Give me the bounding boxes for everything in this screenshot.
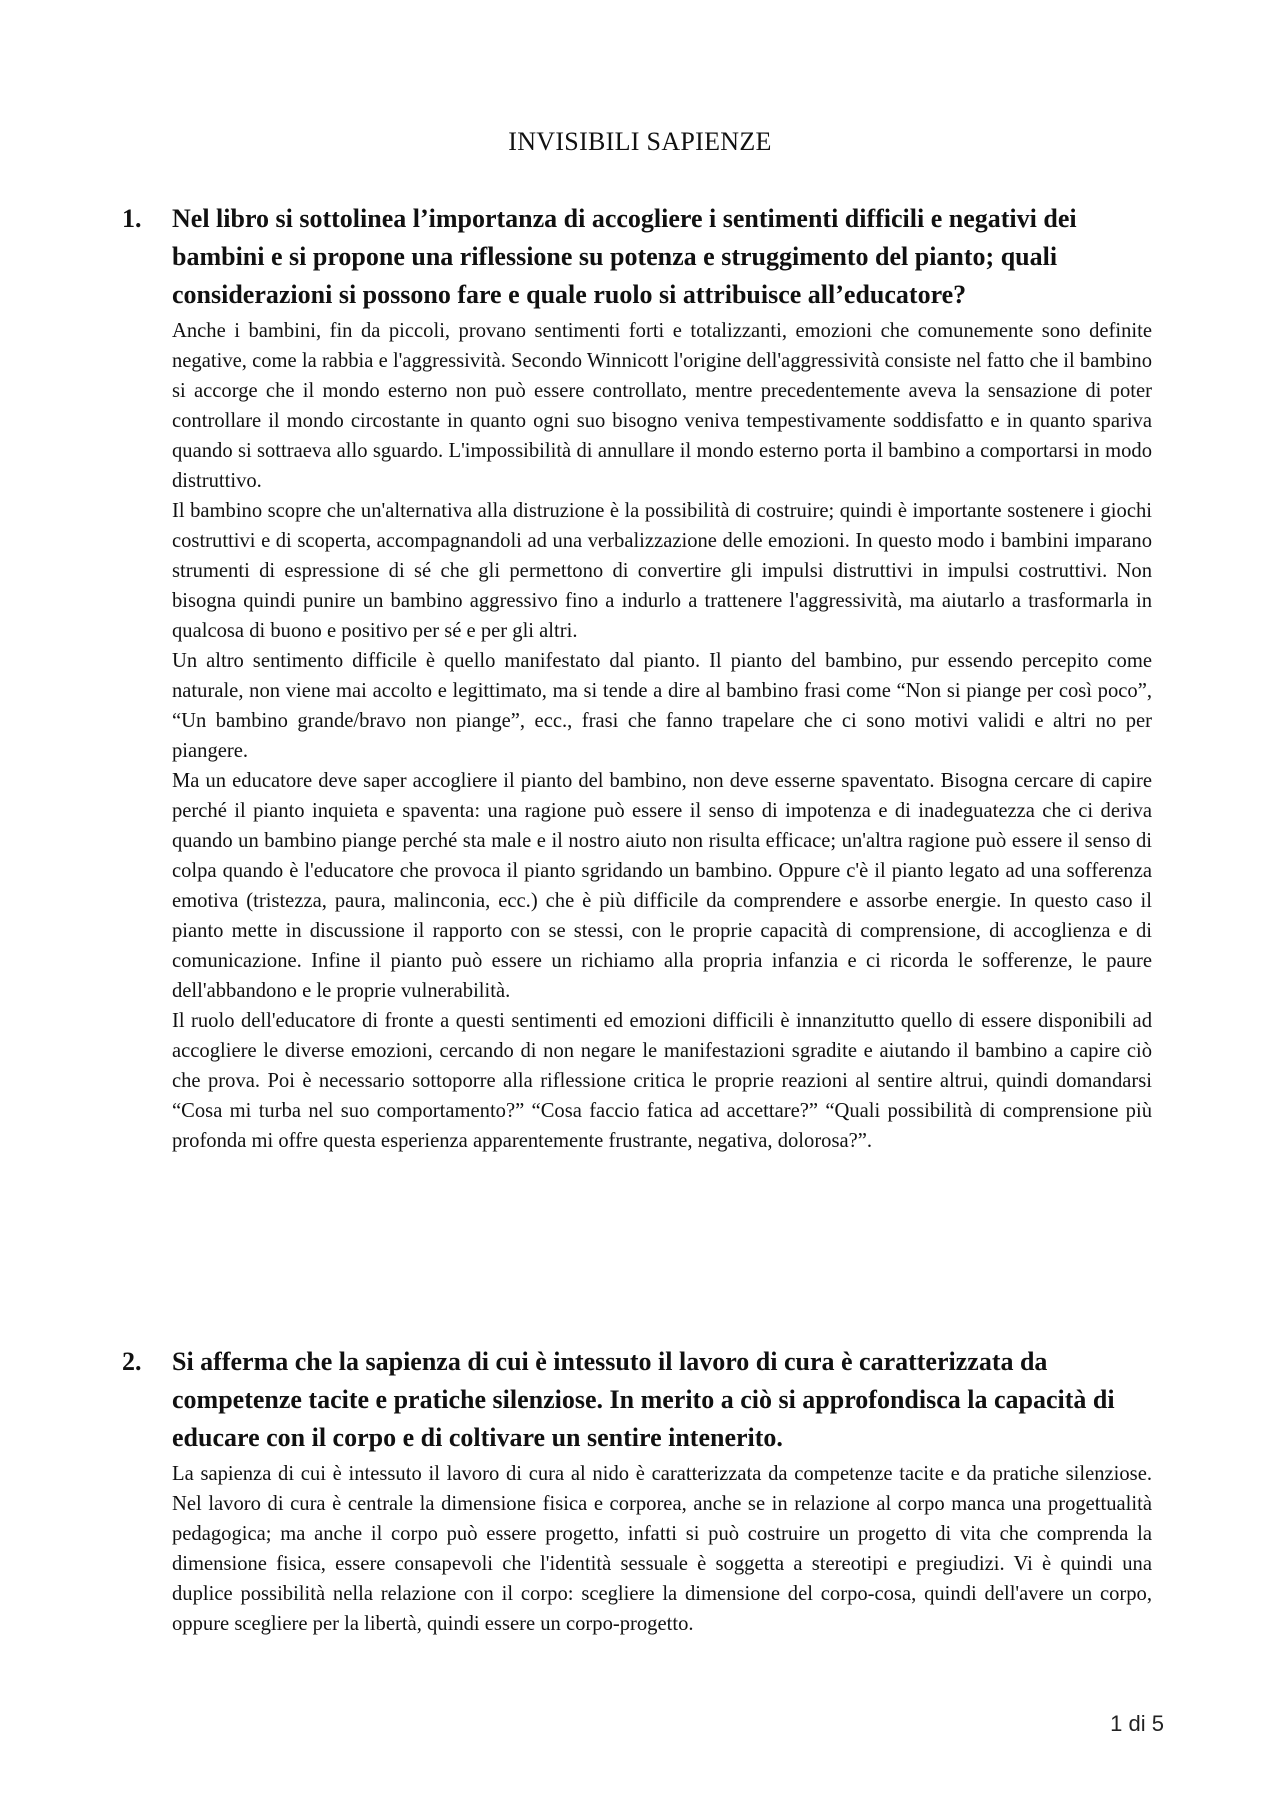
question-number: 1. <box>122 204 142 233</box>
document-title: INVISIBILI SAPIENZE <box>508 127 772 156</box>
section-1 <box>122 200 1152 1156</box>
question-number: 2. <box>122 1347 142 1376</box>
answer-paragraph: La sapienza di cui è intessuto il lavoro di cura al nido è caratterizzata da competenze tacite e da pratiche silenziose. Nel lavoro di cura è centrale la dimensione fisica e corporea, anche se in relazione al corpo manca una progettualità pedagogica; ma anche il corpo può essere progetto, infatti si può costruire un progetto di vita che comprenda la dimensione fisica, essere consapevoli che l'identità sessuale è soggetta a stereotipi e pregiudizi. Vi è quindi una duplice possibilità nella relazione con il corpo: scegliere la dimensione del corpo-cosa, quindi dell'avere un corpo, oppure scegliere per la libertà, quindi essere un corpo-progetto. <box>172 1463 1152 1635</box>
answer-paragraph: Anche i bambini, fin da piccoli, provano sentimenti forti e totalizzanti, emozioni che comunemente sono definite negative, come la rabbia e l'aggressività. Secondo Winnicott l'origine dell'aggressività consiste nel fatto che il bambino si accorge che il mondo esterno non può essere controllato, mentre precedentemente aveva la sensazione di poter controllare il mondo circostante in quanto ogni suo bisogno veniva tempestivamente soddisfatto e in quanto spariva quando si sottraeva allo sguardo. L'impossibilità di annullare il mondo esterno porta il bambino a comportarsi in modo distruttivo. <box>172 320 1152 492</box>
answer-body <box>172 1459 1152 1639</box>
answer-paragraph: Ma un educatore deve saper accogliere il pianto del bambino, non deve esserne spaventato. Bisogna cercare di capire perché il pianto inquieta e spaventa: una ragione può essere il senso di impotenza e di inadeguatezza che ci deriva quando un bambino piange perché sta male e il nostro aiuto non risulta efficace; un'altra ragione può essere il senso di colpa quando è l'educatore che provoca il pianto sgridando un bambino. Oppure c'è il pianto legato ad una sofferenza emotiva (tristezza, paura, malinconia, ecc.) che è più difficile da comprendere e assorbe energie. In questo caso il pianto mette in discussione il rapporto con se stessi, con le proprie capacità di comprensione, di accoglienza e di comunicazione. Infine il pianto può essere un richiamo alla propria infanzia e ci ricorda le sofferenze, le paure dell'abbandono e le proprie vulnerabilità. <box>172 770 1152 1002</box>
answer-paragraph: Il ruolo dell'educatore di fronte a questi sentimenti ed emozioni difficili è innanzitutto quello di essere disponibili ad accogliere le diverse emozioni, cercando di non negare le manifestazioni sgradite e aiutando il bambino a capire ciò che prova. Poi è necessario sottoporre alla riflessione critica le proprie reazioni al sentire altrui, quindi domandarsi “Cosa mi turba nel suo comportamento?” “Cosa faccio fatica ad accettare?” “Quali possibilità di comprensione più profonda mi offre questa esperienza apparentemente frustrante, negativa, dolorosa?”. <box>172 1010 1152 1152</box>
answer-paragraph: Il bambino scopre che un'alternativa alla distruzione è la possibilità di costruire; quindi è importante sostenere i giochi costruttivi e di scoperta, accompagnandoli ad una verbalizzazione delle emozioni. In questo modo i bambini imparano strumenti di espressione di sé che gli permettono di convertire gli impulsi distruttivi in impulsi costruttivi. Non bisogna quindi punire un bambino aggressivo fino a indurlo a trattenere l'aggressività, ma aiutarlo a trasformarla in qualcosa di buono e positivo per sé e per gli altri. <box>172 500 1152 642</box>
answer-body <box>172 316 1152 1156</box>
question-text: Nel libro si sottolinea l’importanza di accogliere i sentimenti difficili e negativi dei bambini e si propone una riflessione su potenza e struggimento del pianto; quali considerazioni si possono fare e quale ruolo si attribuisce all’educatore? <box>172 204 1077 309</box>
question-block <box>122 200 1152 314</box>
page-number: 1 di 5 <box>1110 1711 1164 1736</box>
section-2 <box>122 1343 1152 1639</box>
question-block <box>122 1343 1152 1457</box>
question-text: Si afferma che la sapienza di cui è intessuto il lavoro di cura è caratterizzata da competenze tacite e pratiche silenziose. In merito a ciò si approfondisca la capacità di educare con il corpo e di coltivare un sentire intenerito. <box>172 1347 1115 1452</box>
answer-paragraph: Un altro sentimento difficile è quello manifestato dal pianto. Il pianto del bambino, pur essendo percepito come naturale, non viene mai accolto e legittimato, ma si tende a dire al bambino frasi come “Non si piange per così poco”, “Un bambino grande/bravo non piange”, ecc., frasi che fanno trapelare che ci sono motivi validi e altri no per piangere. <box>172 650 1152 762</box>
